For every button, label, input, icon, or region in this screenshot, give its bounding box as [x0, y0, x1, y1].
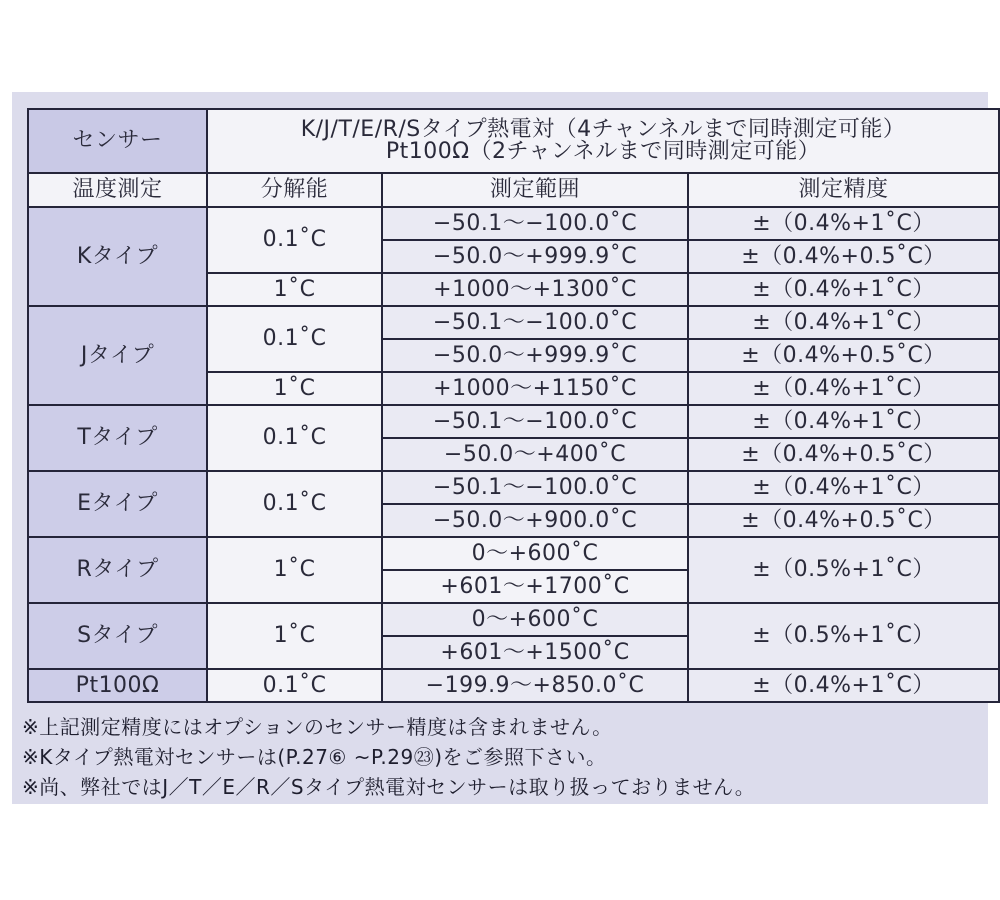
sensor-description — [207, 109, 999, 173]
type-j-label: Jタイプ — [28, 306, 207, 405]
footnote: ※上記測定精度にはオプションのセンサー精度は含まれません。 — [22, 715, 613, 739]
accuracy-cell: ±（0.4%+1˚C） — [688, 669, 999, 702]
accuracy-cell: ±（0.4%+1˚C） — [688, 405, 999, 438]
type-pt100-resolution: 0.1˚C — [207, 669, 382, 702]
accuracy-cell: ±（0.5%+1˚C） — [688, 537, 999, 603]
accuracy-cell: ±（0.4%+0.5˚C） — [688, 438, 999, 471]
range-cell: +601〜+1700˚C — [382, 570, 688, 603]
range-cell: −50.1〜−100.0˚C — [382, 405, 688, 438]
sensor-line-1: K/J/T/E/R/Sタイプ熱電対（4チャンネルまで同時測定可能） — [300, 117, 906, 142]
range-cell: −50.0〜+999.9˚C — [382, 240, 688, 273]
header-range: 測定範囲 — [382, 173, 688, 207]
accuracy-cell: ±（0.4%+1˚C） — [688, 207, 999, 240]
header-accuracy: 測定精度 — [688, 173, 999, 207]
footnote: ※Kタイプ熱電対センサーは(P.27⑥ ~P.29㉓)をご参照下さい。 — [22, 745, 607, 769]
accuracy-cell: ±（0.4%+1˚C） — [688, 306, 999, 339]
table-row — [28, 537, 999, 570]
type-t-label: Tタイプ — [28, 405, 207, 471]
sensor-row — [28, 109, 999, 173]
type-s-resolution: 1˚C — [207, 603, 382, 669]
header-row — [28, 173, 999, 207]
type-k-resolution: 1˚C — [207, 273, 382, 306]
footnote: ※尚、弊社ではJ／T／E／R／Sタイプ熱電対センサーは取り扱っておりません。 — [22, 775, 756, 799]
range-cell: −50.0〜+400˚C — [382, 438, 688, 471]
spec-table — [27, 108, 1000, 703]
accuracy-cell: ±（0.4%+0.5˚C） — [688, 504, 999, 537]
type-s-label: Sタイプ — [28, 603, 207, 669]
accuracy-cell: ±（0.4%+0.5˚C） — [688, 339, 999, 372]
range-cell: 0〜+600˚C — [382, 603, 688, 636]
accuracy-cell: ±（0.4%+0.5˚C） — [688, 240, 999, 273]
range-cell: −50.0〜+999.9˚C — [382, 339, 688, 372]
range-cell: −199.9〜+850.0˚C — [382, 669, 688, 702]
table-row — [28, 603, 999, 636]
range-cell: +601〜+1500˚C — [382, 636, 688, 669]
type-pt100-label: Pt100Ω — [28, 669, 207, 702]
type-r-label: Rタイプ — [28, 537, 207, 603]
table-row — [28, 471, 999, 504]
type-k-label: Kタイプ — [28, 207, 207, 306]
range-cell: +1000〜+1150˚C — [382, 372, 688, 405]
accuracy-cell: ±（0.4%+1˚C） — [688, 471, 999, 504]
range-cell: −50.1〜−100.0˚C — [382, 471, 688, 504]
type-e-resolution: 0.1˚C — [207, 471, 382, 537]
type-r-resolution: 1˚C — [207, 537, 382, 603]
accuracy-cell: ±（0.4%+1˚C） — [688, 372, 999, 405]
range-cell: −50.1〜−100.0˚C — [382, 306, 688, 339]
range-cell: −50.0〜+900.0˚C — [382, 504, 688, 537]
sensor-label: センサー — [28, 109, 207, 173]
range-cell: 0〜+600˚C — [382, 537, 688, 570]
type-k-resolution: 0.1˚C — [207, 207, 382, 273]
accuracy-cell: ±（0.4%+1˚C） — [688, 273, 999, 306]
accuracy-cell: ±（0.5%+1˚C） — [688, 603, 999, 669]
range-cell: +1000〜+1300˚C — [382, 273, 688, 306]
range-cell: −50.1〜−100.0˚C — [382, 207, 688, 240]
type-t-resolution: 0.1˚C — [207, 405, 382, 471]
header-type: 温度測定 — [28, 173, 207, 207]
table-row — [28, 669, 999, 702]
table-row — [28, 207, 999, 240]
header-resolution: 分解能 — [207, 173, 382, 207]
type-e-label: Eタイプ — [28, 471, 207, 537]
footnotes — [22, 712, 755, 802]
sensor-line-2: Pt100Ω（2チャンネルまで同時測定可能） — [385, 139, 821, 164]
type-j-resolution: 1˚C — [207, 372, 382, 405]
table-row — [28, 405, 999, 438]
type-j-resolution: 0.1˚C — [207, 306, 382, 372]
table-row — [28, 306, 999, 339]
